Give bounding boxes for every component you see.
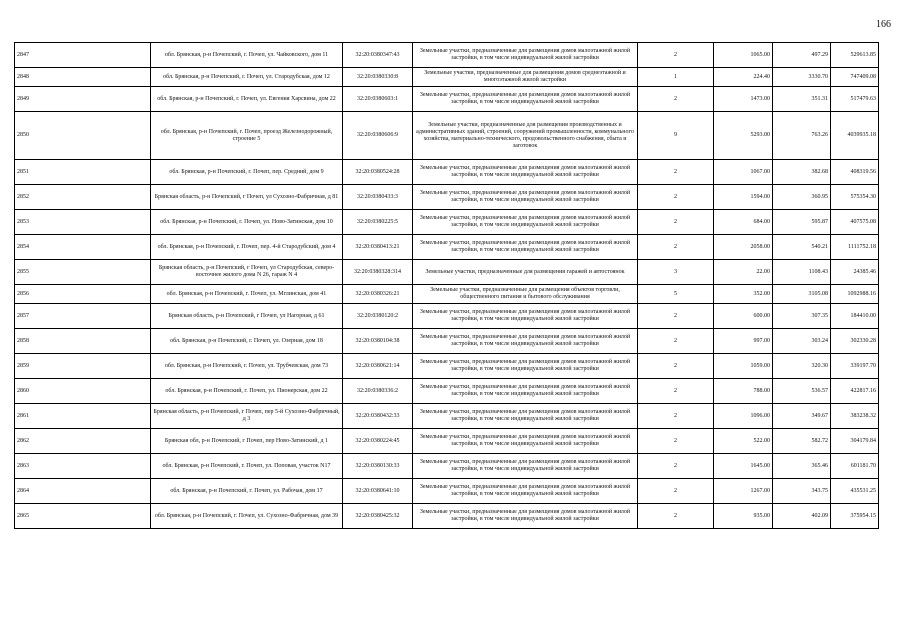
address-cell: обл. Брянская, р-н Почепский, г. Почеп, ул. Евгения Харсвина, дом 22 [151,87,343,112]
address-cell: обл. Брянская, р-н Почепский, г. Почеп, ул. Поповая, участок N17 [151,454,343,479]
land-use-cell: Земельные участки, предназначенные для размещения домов малоэтажной жилой застройки, в том числе индивидуальной жилой застройки [413,479,638,504]
cadastral-value-cell: 747409.08 [831,68,879,87]
area-cell: 1067.00 [714,160,773,185]
address-cell: обл. Брянская, р-н Почепский, г. Почеп, пер. 4-й Стародубский, дом 4 [151,235,343,260]
specific-value-cell: 307.35 [773,304,831,329]
group-cell: 3 [638,260,714,285]
address-cell: обл. Брянская, р-н Почепский, г. Почеп, ул. Рабочая, дом 17 [151,479,343,504]
land-use-cell: Земельные участки, предназначенные для размещения домов малоэтажной жилой застройки, в том числе индивидуальной жилой застройки [413,504,638,529]
address-cell: обл. Брянская, р-н Почепский, г. Почеп, ул. Озерная, дом 18 [151,329,343,354]
table-row [15,354,879,379]
row-number: 2855 [15,260,151,285]
land-use-cell: Земельные участки, предназначенные для размещения домов малоэтажной жилой застройки, в том числе индивидуальной жилой застройки [413,43,638,68]
area-cell: 224.40 [714,68,773,87]
specific-value-cell: 1108.43 [773,260,831,285]
land-use-cell: Земельные участки, предназначенные для размещения домов малоэтажной жилой застройки, в том числе индивидуальной жилой застройки [413,454,638,479]
group-cell: 1 [638,68,714,87]
cadastral-number-cell: 32:20:0380130:33 [343,454,413,479]
specific-value-cell: 536.57 [773,379,831,404]
table-row [15,479,879,504]
area-cell: 5293.00 [714,112,773,160]
cadastral-value-cell: 575354.30 [831,185,879,210]
cadastral-value-table [14,42,879,529]
address-cell: обл. Брянская, р-н Почепский, г. Почеп, пер. Средний, дом 9 [151,160,343,185]
cadastral-number-cell: 32:20:0380413:21 [343,235,413,260]
table-row [15,304,879,329]
specific-value-cell: 365.46 [773,454,831,479]
cadastral-number-cell: 32:20:0380433:3 [343,185,413,210]
cadastral-number-cell: 32:20:0380336:2 [343,379,413,404]
row-number: 2854 [15,235,151,260]
cadastral-number-cell: 32:20:0380328:314 [343,260,413,285]
area-cell: 1267.00 [714,479,773,504]
table-row [15,454,879,479]
cadastral-value-cell: 383238.32 [831,404,879,429]
cadastral-number-cell: 32:20:0380225:5 [343,210,413,235]
land-use-cell: Земельные участки, предназначенные для размещения домов малоэтажной жилой застройки, в том числе индивидуальной жилой застройки [413,329,638,354]
address-cell: обл. Брянская, р-н Почепский, г. Почеп, ул. Пионерская, дом 22 [151,379,343,404]
group-cell: 2 [638,185,714,210]
cadastral-number-cell: 32:20:0380224:45 [343,429,413,454]
cadastral-value-cell: 302330.28 [831,329,879,354]
row-number: 2863 [15,454,151,479]
specific-value-cell: 351.31 [773,87,831,112]
cadastral-number-cell: 32:20:0380432:33 [343,404,413,429]
cadastral-value-cell: 4039935.18 [831,112,879,160]
area-cell: 684.00 [714,210,773,235]
cadastral-value-cell: 422817.16 [831,379,879,404]
address-cell: Брянская область, р-н Почепский, г Почеп, ул Сухозно-Фабричная, д 81 [151,185,343,210]
area-cell: 1645.00 [714,454,773,479]
land-use-cell: Земельные участки, предназначенные для размещения объектов торговли, общественного питания и бытового обслуживания [413,285,638,304]
table-row [15,185,879,210]
area-cell: 22.00 [714,260,773,285]
address-cell: обл. Брянская, р-н Почепский, г. Почеп, ул. Чайковского, дом 11 [151,43,343,68]
area-cell: 1594.00 [714,185,773,210]
land-use-cell: Земельные участки, предназначенные для размещения домов малоэтажной жилой застройки, в том числе индивидуальной жилой застройки [413,185,638,210]
table-row [15,429,879,454]
land-use-cell: Земельные участки, предназначенные для размещения домов малоэтажной жилой застройки, в том числе индивидуальной жилой застройки [413,235,638,260]
specific-value-cell: 582.72 [773,429,831,454]
table-row [15,87,879,112]
specific-value-cell: 360.95 [773,185,831,210]
specific-value-cell: 303.24 [773,329,831,354]
land-use-cell: Земельные участки, предназначенные для размещения домов малоэтажной жилой застройки, в том числе индивидуальной жилой застройки [413,210,638,235]
land-use-cell: Земельные участки, предназначенные для размещения домов малоэтажной жилой застройки, в том числе индивидуальной жилой застройки [413,160,638,185]
address-cell: обл. Брянская, р-н Почепский, г. Почеп, проезд Железнодорожный, строение 5 [151,112,343,160]
specific-value-cell: 540.21 [773,235,831,260]
table-row [15,285,879,304]
group-cell: 2 [638,160,714,185]
land-use-cell: Земельные участки, предназначенные для размещения производственных и административных зданий, строений, сооружений промышленности, коммунального хозяйства, материально-технического, продовольственного снабжения, сбыта и заготовок [413,112,638,160]
cadastral-number-cell: 32:20:0380641:10 [343,479,413,504]
land-use-cell: Земельные участки, предназначенные для размещения домов малоэтажной жилой застройки, в том числе индивидуальной жилой застройки [413,429,638,454]
table-row [15,235,879,260]
row-number: 2862 [15,429,151,454]
cadastral-value-cell: 408319.56 [831,160,879,185]
specific-value-cell: 343.75 [773,479,831,504]
specific-value-cell: 402.09 [773,504,831,529]
area-cell: 2058.00 [714,235,773,260]
table-row [15,210,879,235]
cadastral-number-cell: 32:20:0380104:38 [343,329,413,354]
group-cell: 5 [638,285,714,304]
cadastral-number-cell: 32:20:0380606:9 [343,112,413,160]
group-cell: 9 [638,112,714,160]
row-number: 2852 [15,185,151,210]
row-number: 2858 [15,329,151,354]
area-cell: 522.00 [714,429,773,454]
address-cell: Брянская обл, р-н Почепский, г Почеп, пер Ново-Затинский, д 1 [151,429,343,454]
row-number: 2859 [15,354,151,379]
row-number: 2850 [15,112,151,160]
cadastral-value-cell: 435531.25 [831,479,879,504]
cadastral-number-cell: 32:20:0380120:2 [343,304,413,329]
address-cell: обл. Брянская, р-н Почепский, г. Почеп, ул. Ново-Затинская, дом 10 [151,210,343,235]
table-row [15,260,879,285]
row-number: 2864 [15,479,151,504]
group-cell: 2 [638,87,714,112]
table-row [15,160,879,185]
address-cell: Брянская область, р-н Почепский, г Почеп, ул Стародубская, северо-восточнее жилого дома N 26, гараж N 4 [151,260,343,285]
group-cell: 2 [638,479,714,504]
row-number: 2849 [15,87,151,112]
land-use-cell: Земельные участки, предназначенные для размещения домов малоэтажной жилой застройки, в том числе индивидуальной жилой застройки [413,404,638,429]
specific-value-cell: 382.68 [773,160,831,185]
row-number: 2860 [15,379,151,404]
specific-value-cell: 3105.08 [773,285,831,304]
land-use-cell: Земельные участки, предназначенные для размещения домов малоэтажной жилой застройки, в том числе индивидуальной жилой застройки [413,87,638,112]
cadastral-number-cell: 32:20:0380603:1 [343,87,413,112]
cadastral-number-cell: 32:20:0380326:21 [343,285,413,304]
group-cell: 2 [638,304,714,329]
group-cell: 2 [638,404,714,429]
area-cell: 1065.00 [714,43,773,68]
cadastral-value-cell: 24385.46 [831,260,879,285]
cadastral-number-cell: 32:20:0380425:32 [343,504,413,529]
row-number: 2865 [15,504,151,529]
specific-value-cell: 3330.70 [773,68,831,87]
address-cell: обл. Брянская, р-н Почепский, г. Почеп, ул. Стародубская, дом 12 [151,68,343,87]
page-number: 166 [876,19,891,30]
group-cell: 2 [638,429,714,454]
group-cell: 2 [638,210,714,235]
table-row [15,504,879,529]
cadastral-number-cell: 32:20:0380347:43 [343,43,413,68]
specific-value-cell: 595.87 [773,210,831,235]
cadastral-value-cell: 529613.85 [831,43,879,68]
group-cell: 2 [638,235,714,260]
land-use-cell: Земельные участки, предназначенные для размещения домов среднеэтажной и многоэтажной жилой застройки [413,68,638,87]
cadastral-number-cell: 32:20:0380524:28 [343,160,413,185]
land-use-cell: Земельные участки, предназначенные для размещения домов малоэтажной жилой застройки, в том числе индивидуальной жилой застройки [413,304,638,329]
land-use-cell: Земельные участки, предназначенные для размещения домов малоэтажной жилой застройки, в том числе индивидуальной жилой застройки [413,379,638,404]
specific-value-cell: 349.67 [773,404,831,429]
specific-value-cell: 763.26 [773,112,831,160]
table-row [15,68,879,87]
address-cell: Брянская область, р-н Почепский, г Почеп, ул Нагорная, д 61 [151,304,343,329]
group-cell: 2 [638,379,714,404]
row-number: 2861 [15,404,151,429]
cadastral-value-cell: 1092988.16 [831,285,879,304]
area-cell: 1096.00 [714,404,773,429]
address-cell: обл. Брянская, р-н Почепский, г. Почеп, ул. Сухозно-Фабричная, дом 39 [151,504,343,529]
cadastral-value-cell: 601181.70 [831,454,879,479]
cadastral-value-cell: 375954.15 [831,504,879,529]
group-cell: 2 [638,43,714,68]
cadastral-value-cell: 517479.63 [831,87,879,112]
group-cell: 2 [638,329,714,354]
specific-value-cell: 497.29 [773,43,831,68]
group-cell: 2 [638,454,714,479]
group-cell: 2 [638,504,714,529]
area-cell: 1473.00 [714,87,773,112]
address-cell: обл. Брянская, р-н Почепский, г. Почеп, ул. Трубчевская, дом 73 [151,354,343,379]
area-cell: 1059.00 [714,354,773,379]
area-cell: 352.00 [714,285,773,304]
area-cell: 935.00 [714,504,773,529]
table-row [15,379,879,404]
row-number: 2857 [15,304,151,329]
table-row [15,404,879,429]
land-use-cell: Земельные участки, предназначенные для размещения домов малоэтажной жилой застройки, в том числе индивидуальной жилой застройки [413,354,638,379]
land-use-cell: Земельные участки, предназначенные для размещения гаражей и автостоянок [413,260,638,285]
table-row [15,112,879,160]
row-number: 2853 [15,210,151,235]
area-cell: 997.00 [714,329,773,354]
cadastral-number-cell: 32:20:0380330:8 [343,68,413,87]
specific-value-cell: 320.30 [773,354,831,379]
row-number: 2851 [15,160,151,185]
address-cell: обл. Брянская, р-н Почепский, г. Почеп, ул. Мглинская, дом 41 [151,285,343,304]
cadastral-value-cell: 184410.00 [831,304,879,329]
cadastral-value-cell: 304179.84 [831,429,879,454]
group-cell: 2 [638,354,714,379]
cadastral-value-cell: 339197.70 [831,354,879,379]
table-body [15,43,879,529]
table-row [15,329,879,354]
row-number: 2848 [15,68,151,87]
cadastral-value-cell: 407575.08 [831,210,879,235]
cadastral-number-cell: 32:20:0380621:14 [343,354,413,379]
row-number: 2847 [15,43,151,68]
row-number: 2856 [15,285,151,304]
cadastral-value-cell: 1111752.18 [831,235,879,260]
address-cell: Брянская область, р-н Почепский, г Почеп, пер 5-й Сухозно-Фабричный, д 3 [151,404,343,429]
area-cell: 600.00 [714,304,773,329]
area-cell: 788.00 [714,379,773,404]
table-row [15,43,879,68]
